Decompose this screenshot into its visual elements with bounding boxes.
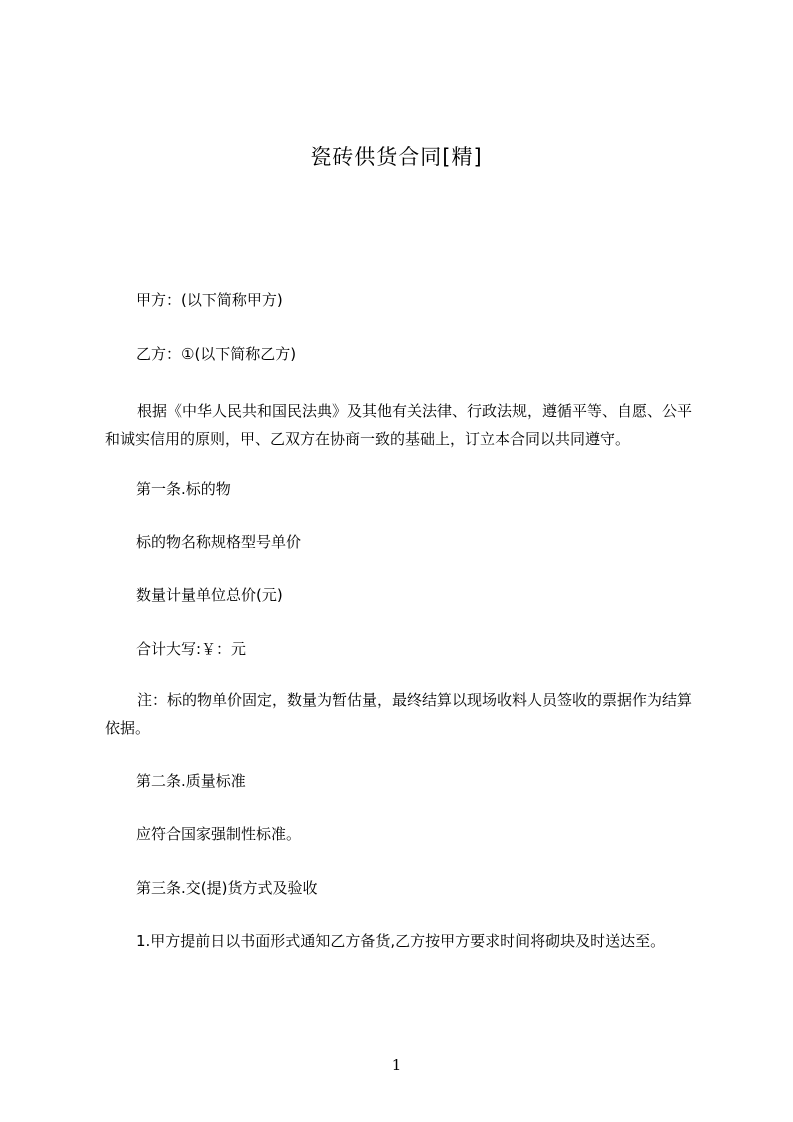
document-title: 瓷砖供货合同[精] bbox=[310, 145, 483, 169]
article-1-quantity-columns: 数量计量单位总价(元) bbox=[136, 586, 283, 604]
article-2-text: 应符合国家强制性标准。 bbox=[136, 825, 302, 843]
article-1-total: 合计大写:￥：元 bbox=[136, 640, 247, 658]
page-number: 1 bbox=[391, 1056, 402, 1074]
article-1-item-columns: 标的物名称规格型号单价 bbox=[136, 533, 302, 551]
article-1-heading: 第一条.标的物 bbox=[136, 480, 231, 498]
article-1-note: 注：标的物单价固定，数量为暂估量，最终结算以现场收料人员签收的票据作为结算依据。 bbox=[105, 691, 693, 737]
article-2-heading: 第二条.质量标准 bbox=[136, 772, 246, 790]
party-b-line: 乙方：①(以下简称乙方) bbox=[136, 345, 297, 363]
preamble-paragraph: 根据《中华人民共和国民法典》及其他有关法律、行政法规，遵循平等、自愿、公平和诚实信用的原则，甲、乙双方在协商一致的基础上，订立本合同以共同遵守。 bbox=[105, 402, 693, 448]
article-3-item-1: 1.甲方提前日以书面形式通知乙方备货,乙方按甲方要求时间将砌块及时送达至。 bbox=[136, 932, 666, 950]
article-3-heading: 第三条.交(提)货方式及验收 bbox=[136, 879, 318, 897]
party-a-line: 甲方：(以下简称甲方) bbox=[136, 291, 283, 309]
